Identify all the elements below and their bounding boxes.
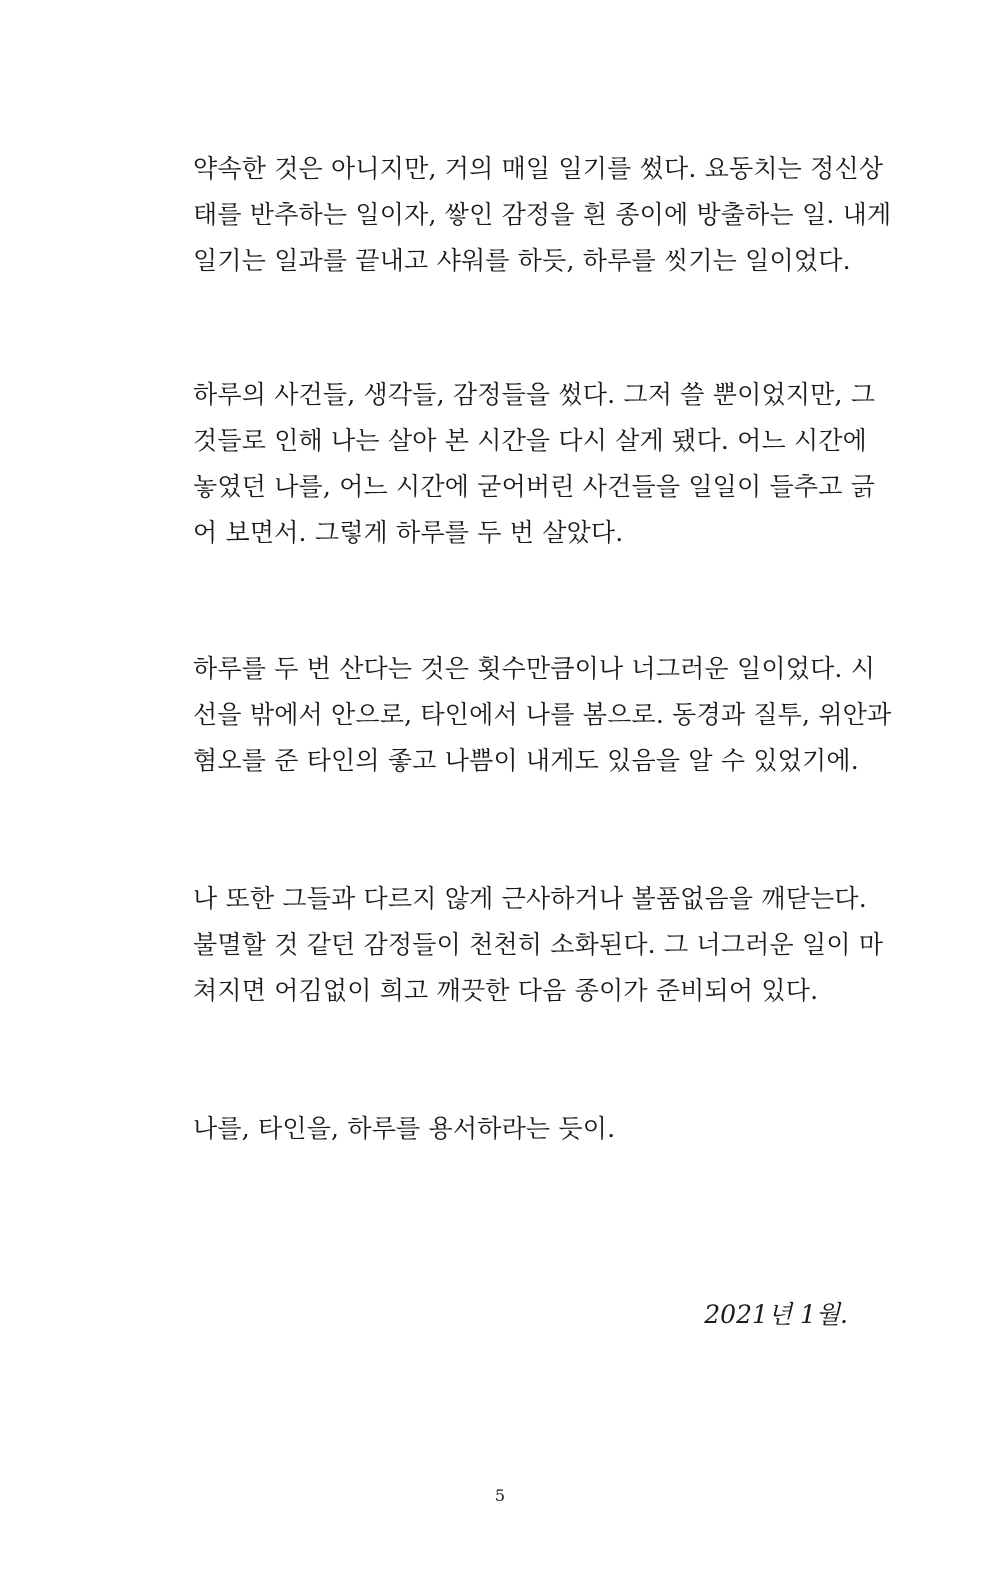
text-line: 선을 밖에서 안으로, 타인에서 나를 봄으로. 동경과 질투, 위안과	[193, 700, 892, 729]
text-line: 쳐지면 어김없이 희고 깨끗한 다음 종이가 준비되어 있다.	[193, 976, 819, 1005]
text-line: 혐오를 준 타인의 좋고 나쁨이 내게도 있음을 알 수 있었기에.	[193, 746, 859, 775]
paragraph-5	[193, 1106, 853, 1152]
text-line: 것들로 인해 나는 살아 본 시간을 다시 살게 됐다. 어느 시간에	[193, 426, 868, 455]
text-line: 나를, 타인을, 하루를 용서하라는 듯이.	[193, 1114, 616, 1143]
text-line: 불멸할 것 같던 감정들이 천천히 소화된다. 그 너그러운 일이 마	[193, 930, 884, 959]
text-line: 약속한 것은 아니지만, 거의 매일 일기를 썼다. 요동치는 정신상	[193, 154, 884, 183]
paragraph-4	[193, 876, 884, 1014]
date-signature: 2021년 1월.	[704, 1300, 848, 1329]
paragraph-1	[193, 146, 892, 284]
paragraph-3	[193, 646, 892, 784]
text-line: 놓였던 나를, 어느 시간에 굳어버린 사건들을 일일이 들추고 긁	[193, 472, 876, 501]
text-line: 나 또한 그들과 다르지 않게 근사하거나 볼품없음을 깨닫는다.	[193, 884, 867, 913]
text-line: 하루의 사건들, 생각들, 감정들을 썼다. 그저 쓸 뿐이었지만, 그	[193, 380, 876, 409]
paragraph-2	[193, 372, 876, 556]
text-line: 하루를 두 번 산다는 것은 횟수만큼이나 너그러운 일이었다. 시	[193, 654, 876, 683]
text-line: 태를 반추하는 일이자, 쌓인 감정을 흰 종이에 방출하는 일. 내게	[193, 200, 892, 229]
text-line: 일기는 일과를 끝내고 샤워를 하듯, 하루를 씻기는 일이었다.	[193, 246, 851, 275]
text-line: 어 보면서. 그렇게 하루를 두 번 살았다.	[193, 518, 624, 547]
page-number: 5	[494, 1486, 506, 1505]
